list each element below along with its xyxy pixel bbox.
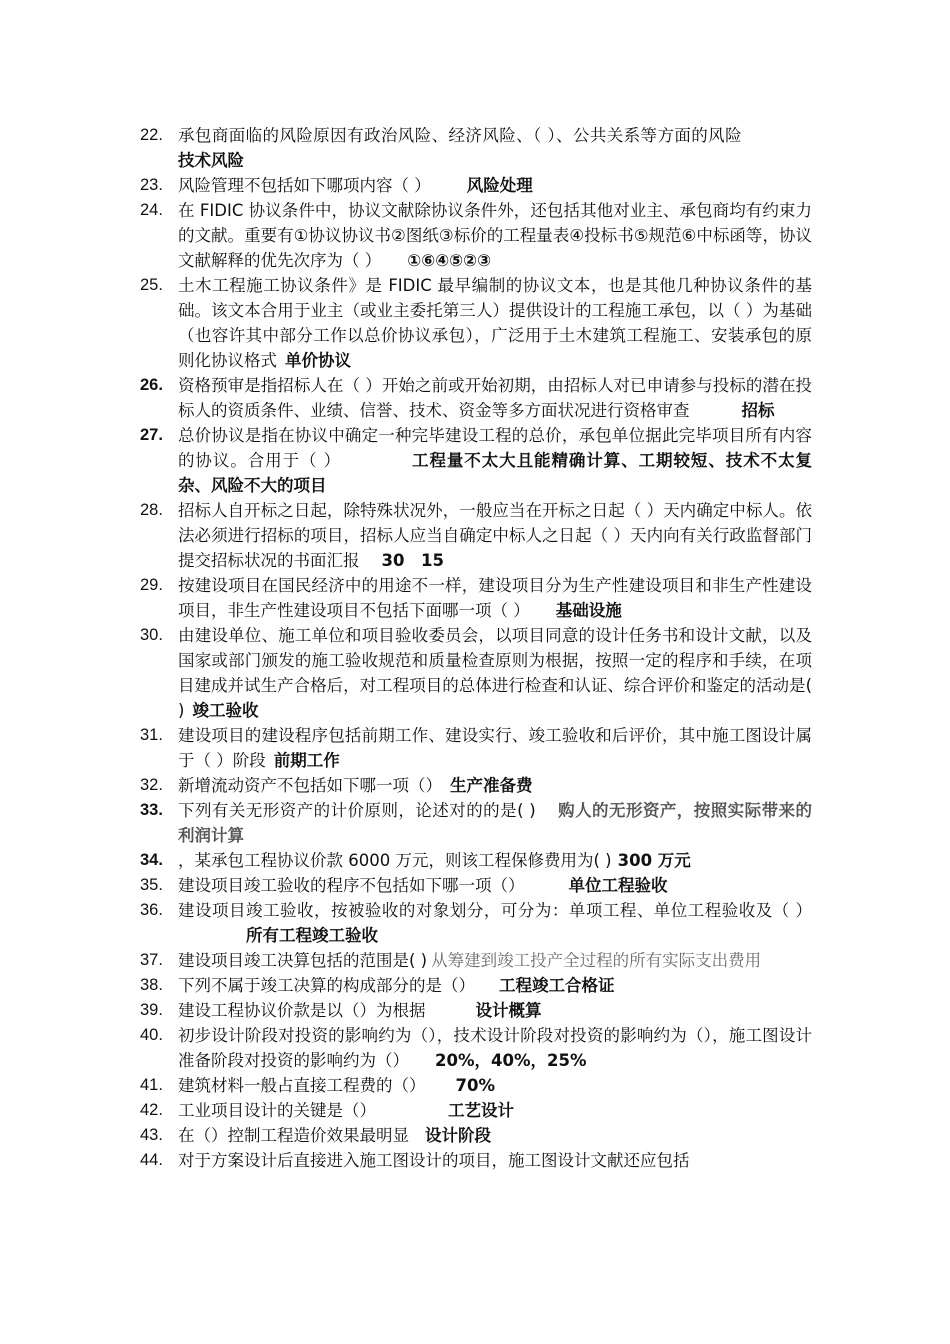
question-item <box>140 723 812 773</box>
question-number: 37. <box>140 951 163 969</box>
question-number: 43. <box>140 1126 163 1144</box>
question-item <box>140 873 812 898</box>
question-number: 35. <box>140 876 163 894</box>
answer-text: ①⑥④⑤②③ <box>407 251 492 270</box>
question-body <box>178 498 812 573</box>
question-body <box>178 723 812 773</box>
answer-text: 设计阶段 <box>425 1126 491 1145</box>
question-text: ，某承包工程协议价款 6000 万元，则该工程保修费用为( ) <box>178 851 612 870</box>
question-text: 总价协议是指在协议中确定一种完毕建设工程的总价，承包单位据此完毕项目所有内容的协议。合用于（ ） <box>178 426 812 470</box>
question-item <box>140 198 812 273</box>
answer-text: 300 万元 <box>617 851 691 870</box>
question-text: 在（）控制工程造价效果最明显 <box>178 1126 409 1145</box>
answer-text: 从筹建到竣工投产全过程的所有实际支出费用 <box>431 951 762 970</box>
question-body <box>178 573 812 623</box>
question-item <box>140 273 812 373</box>
question-item <box>140 123 812 173</box>
question-number: 32. <box>140 776 163 794</box>
question-body <box>178 848 812 873</box>
question-body <box>178 998 812 1023</box>
question-item <box>140 1023 812 1073</box>
answer-text: 前期工作 <box>273 751 340 770</box>
question-number: 25. <box>140 276 163 294</box>
question-item <box>140 973 812 998</box>
question-body <box>178 273 812 373</box>
question-text: 工业项目设计的关键是（） <box>178 1101 376 1120</box>
question-text: 资格预审是指招标人在（ ）开始之前或开始初期，由招标人对已申请参与投标的潜在投标人的资质条件、业绩、信誉、技术、资金等多方面状况进行资格审查 <box>178 376 812 420</box>
answer-text: 购人的无形资产，按照实际带来的利润计算 <box>178 801 812 845</box>
question-text: 风险管理不包括如下哪项内容（ ） <box>178 176 431 195</box>
answer-text: 工程量不太大且能精确计算、工期较短、技术不太复杂、风险不大的项目 <box>178 451 813 495</box>
answer-text: 单价协议 <box>285 351 351 370</box>
question-item <box>140 848 812 873</box>
question-number: 44. <box>140 1151 163 1169</box>
question-item <box>140 998 812 1023</box>
question-item <box>140 1148 812 1173</box>
question-number: 24. <box>140 201 163 219</box>
question-number: 30. <box>140 626 163 644</box>
question-item <box>140 573 812 623</box>
question-number: 28. <box>140 501 163 519</box>
question-number: 23. <box>140 176 163 194</box>
question-number: 26. <box>140 376 163 394</box>
question-body <box>178 1123 812 1148</box>
question-body <box>178 198 812 273</box>
question-item <box>140 948 812 973</box>
answer-text: 基础设施 <box>555 601 622 620</box>
question-body <box>178 1148 812 1173</box>
question-text: 建筑材料一般占直接工程费的（） <box>178 1076 426 1095</box>
answer-text: 招标 <box>741 401 775 420</box>
question-item <box>140 1123 812 1148</box>
question-number: 39. <box>140 1001 163 1019</box>
question-item <box>140 1073 812 1098</box>
question-item <box>140 773 812 798</box>
question-body <box>178 898 812 948</box>
question-body <box>178 973 812 998</box>
question-item <box>140 373 812 423</box>
question-body <box>178 123 812 173</box>
question-number: 38. <box>140 976 163 994</box>
question-body <box>178 948 812 973</box>
question-body <box>178 623 812 723</box>
answer-text: 风险处理 <box>466 176 533 195</box>
question-number: 29. <box>140 576 163 594</box>
question-body <box>178 1073 812 1098</box>
question-number: 40. <box>140 1026 163 1044</box>
question-text: 初步设计阶段对投资的影响约为（），技术设计阶段对投资的影响约为（），施工图设计准备阶段对投资的影响约为（） <box>178 1026 812 1070</box>
question-number: 42. <box>140 1101 163 1119</box>
answer-text: 工艺设计 <box>448 1101 514 1120</box>
question-text: 招标人自开标之日起，除特殊状况外，一般应当在开标之日起（ ）天内确定中标人。依法必须进行招标的项目，招标人应当自确定中标人之日起（ ）天内向有关行政监督部门提交招标状况的书面汇报 <box>178 501 812 570</box>
question-number: 31. <box>140 726 163 744</box>
question-text: 下列有关无形资产的计价原则，论述对的的是( ) <box>178 801 536 820</box>
question-item <box>140 898 812 948</box>
question-item <box>140 1098 812 1123</box>
question-number: 27. <box>140 426 163 444</box>
question-number: 41. <box>140 1076 163 1094</box>
question-text: 建设项目的建设程序包括前期工作、建设实行、竣工验收和后评价，其中施工图设计属于（ ）阶段 <box>178 726 812 770</box>
answer-text: 技术风险 <box>178 151 244 170</box>
question-item <box>140 173 812 198</box>
question-item <box>140 423 812 498</box>
question-item <box>140 623 812 723</box>
answer-text: 竣工验收 <box>192 701 259 720</box>
question-body <box>178 373 812 423</box>
answer-text: 单位工程验收 <box>568 876 668 895</box>
question-body <box>178 173 812 198</box>
question-number: 36. <box>140 901 163 919</box>
question-text: 由建设单位、施工单位和项目验收委员会，以项目同意的设计任务书和设计文献，以及国家或部门颁发的施工验收规范和质量检查原则为根据，按照一定的程序和手续，在项目建成并试生产合格后，对工程项目的总体进行检查和认证、综合评价和鉴定的活动是( ) <box>178 626 812 720</box>
question-text: 按建设项目在国民经济中的用途不一样，建设项目分为生产性建设项目和非生产性建设项目，非生产性建设项目不包括下面哪一项（ ） <box>178 576 812 620</box>
question-text: 对于方案设计后直接进入施工图设计的项目，施工图设计文献还应包括 <box>178 1151 690 1170</box>
question-list <box>140 123 812 1173</box>
question-text: 土木工程施工协议条件》是 FIDIC 最早编制的协议文本，也是其他几种协议条件的基础。该文本合用于业主（或业主委托第三人）提供设计的工程施工承包，以（ ）为基础（也容许其中部分工作以总价协议承包），广泛用于土木建筑工程施工、安装承包的原则化协议格式 <box>178 276 812 370</box>
question-text: 下列不属于竣工决算的构成部分的是（） <box>178 976 475 995</box>
answer-text: 所有工程竣工验收 <box>246 926 378 945</box>
question-number: 33. <box>140 801 163 819</box>
question-number: 22. <box>140 126 163 144</box>
answer-text: 工程竣工合格证 <box>499 976 615 995</box>
answer-text: 20%，40%，25% <box>435 1051 587 1070</box>
question-text: 建设项目竣工验收，按被验收的对象划分，可分为：单项工程、单位工程验收及（ ） <box>178 901 812 920</box>
question-text: 承包商面临的风险原因有政治风险、经济风险、（ ）、公共关系等方面的风险 <box>178 126 742 145</box>
answer-text: 30 15 <box>381 551 444 570</box>
question-text: 建设项目竣工验收的程序不包括如下哪一项（） <box>178 876 525 895</box>
question-body <box>178 1023 812 1073</box>
question-body <box>178 798 812 848</box>
answer-text: 生产准备费 <box>450 776 533 795</box>
question-item <box>140 498 812 573</box>
question-body <box>178 423 812 498</box>
question-number: 34. <box>140 851 163 869</box>
question-item <box>140 798 812 848</box>
answer-text: 设计概算 <box>475 1001 542 1020</box>
question-body <box>178 1098 812 1123</box>
question-text: 新增流动资产不包括如下哪一项（） <box>178 776 442 795</box>
question-text: 建设工程协议价款是以（）为根据 <box>178 1001 426 1020</box>
answer-text: 70% <box>455 1076 495 1095</box>
question-text: 在 FIDIC 协议条件中，协议文献除协议条件外，还包括其他对业主、承包商均有约束力的文献。重要有①协议协议书②图纸③标价的工程量表④投标书⑤规范⑥中标函等，协议文献解释的优先次序为（ ） <box>178 201 812 270</box>
question-body <box>178 873 812 898</box>
question-body <box>178 773 812 798</box>
question-text: 建设项目竣工决算包括的范围是( ) <box>178 951 428 970</box>
